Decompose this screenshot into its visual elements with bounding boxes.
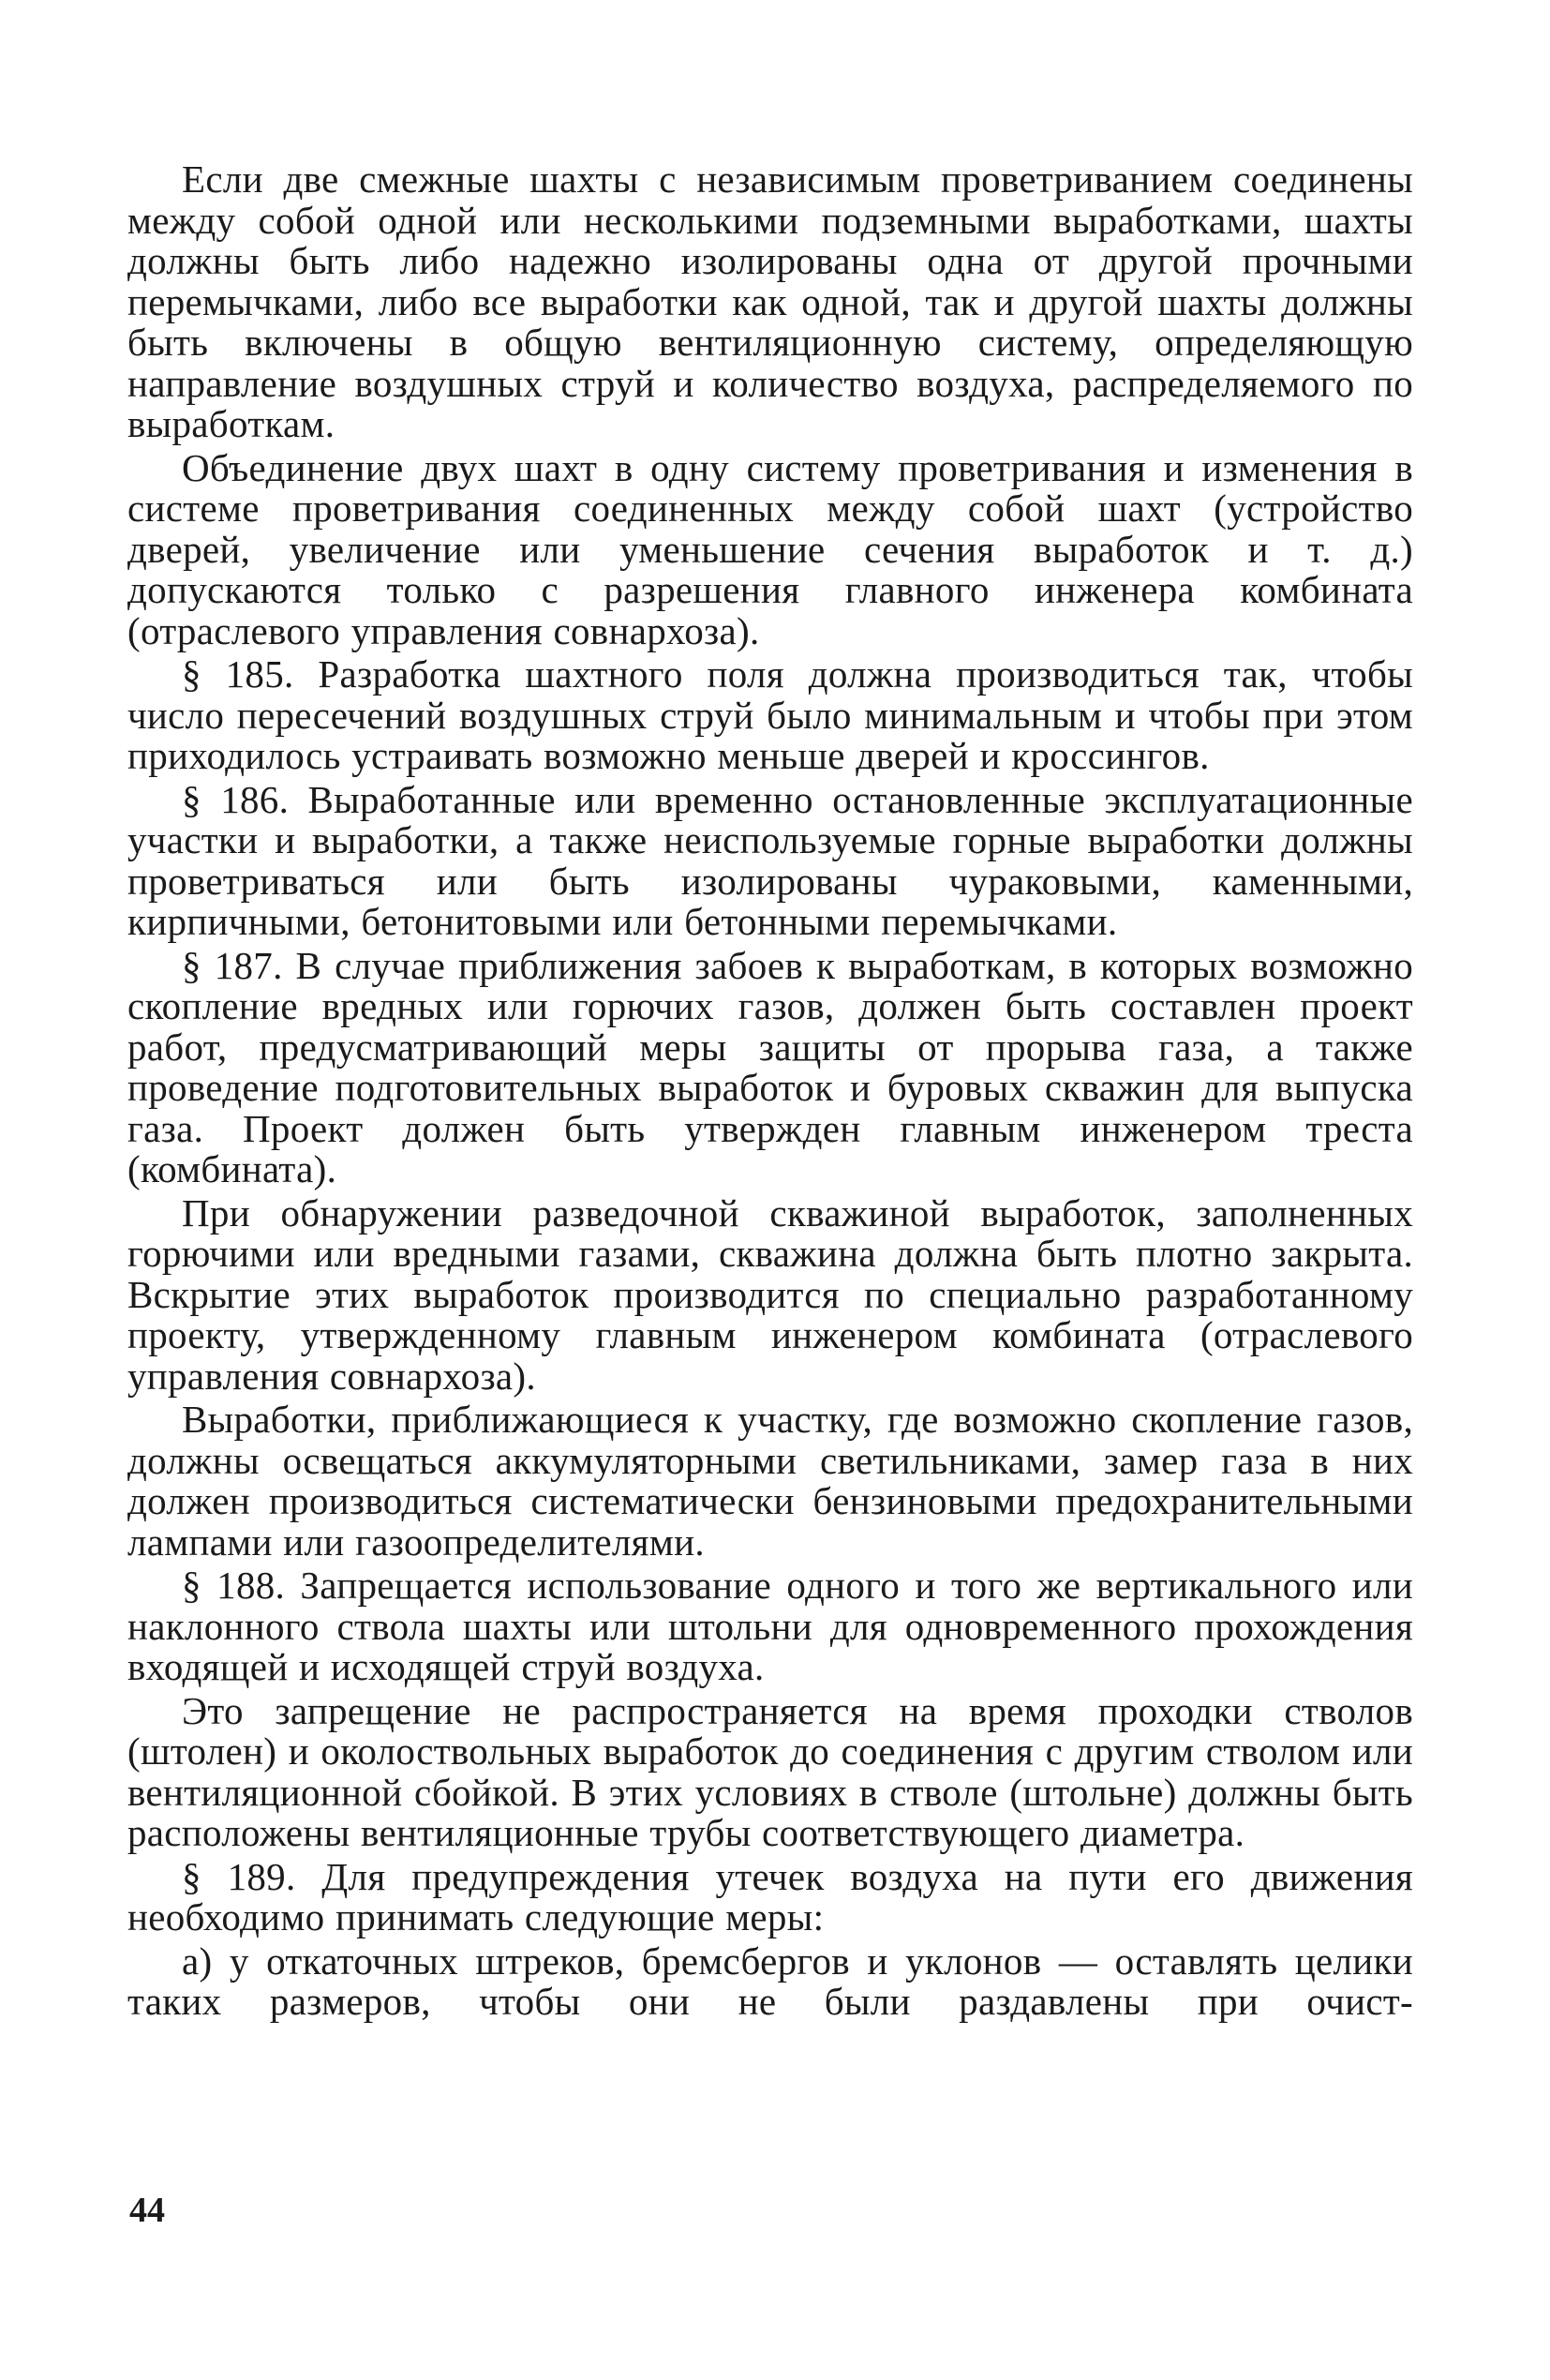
paragraph-borehole-gas: При обнаружении разведочной скважиной выработок, заполненных горючими или вредными газами, скважина должна быть плотно закрыта. Вскрытие этих выработок производится по специально разработанному проекту, утвержденному главным инженером комбината (отраслевого управления совнархоза). [127, 1190, 1413, 1398]
paragraph-section-189-item-a: а) у откаточных штреков, бремсбергов и уклонов — оставлять целики таких размеров, чтобы они не были раздавлены при очист- [127, 1938, 1413, 2023]
page-number: 44 [129, 2191, 165, 2230]
page-body [127, 159, 1413, 2026]
paragraph-section-187: § 187. В случае приближения забоев к выработкам, в которых возможно скопление вредных или горючих газов, должен быть составлен проект работ, предусматривающий меры защиты от прорыва газа, а также проведение подготовительных выработок и буровых скважин для выпуска газа. Проект должен быть утвержден главным инженером треста (комбината). [127, 943, 1413, 1190]
paragraph-section-188-exception: Это запрещение не распространяется на время проходки стволов (штолен) и околоствольных выработок до соединения с другим стволом или вентиляционной сбойкой. В этих условиях в стволе (штольне) должны быть расположены вентиляционные трубы соответствующего диаметра. [127, 1688, 1413, 1854]
paragraph-shaft-merging: Объединение двух шахт в одну систему проветривания и изменения в системе проветривания соединенных между собой шахт (устройство дверей, увеличение или уменьшение сечения выработок и т. д.) допускаются только с разрешения главного инженера комбината (отраслевого управления совнархоза). [127, 445, 1413, 652]
paragraph-section-188: § 188. Запрещается использование одного и того же вертикального или наклонного ствола шахты или штольни для одновременного прохождения входящей и исходящей струй воздуха. [127, 1564, 1413, 1688]
paragraph-section-189: § 189. Для предупреждения утечек воздуха на пути его движения необходимо принимать следующие меры: [127, 1854, 1413, 1938]
paragraph-shaft-ventilation-isolation: Если две смежные шахты с независимым проветриванием соединены между собой одной или несколькими подземными выработками, шахты должны быть либо надежно изолированы одна от другой прочными перемычками, либо все выработки как одной, так и другой шахты должны быть включены в общую вентиляционную систему, определяющую направление воздушных струй и количество воздуха, распределяемого по выработкам. [127, 157, 1413, 445]
paragraph-section-186: § 186. Выработанные или временно остановленные эксплуатационные участки и выработки, а также неиспользуемые горные выработки должны проветриваться или быть изолированы чураковыми, каменными, кирпичными, бетонитовыми или бетонными перемычками. [127, 777, 1413, 943]
paragraph-section-185: § 185. Разработка шахтного поля должна производиться так, чтобы число пересечений воздушных струй было минимальным и чтобы при этом приходилось устраивать возможно меньше дверей и кроссингов. [127, 652, 1413, 777]
paragraph-gas-lighting: Выработки, приближающиеся к участку, где возможно скопление газов, должны освещаться аккумуляторными светильниками, замер газа в них должен производиться систематически бензиновыми предохранительными лампами или газоопределителями. [127, 1398, 1413, 1564]
